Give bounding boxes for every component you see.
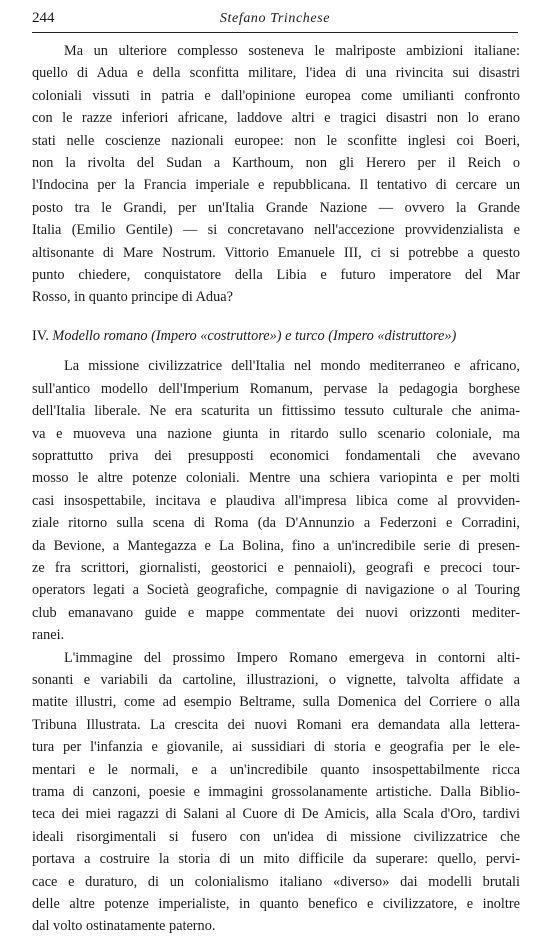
text-line: mosso le altre potenze coloniali. Mentre una schiera variopinta e per molti <box>32 470 520 487</box>
text-line: da Bevione, a Mantegazza e La Bolina, fino a un'incredibile serie di presen- <box>32 537 520 554</box>
text-line: punto chiedere, conquistatore della Libia e futuro imperatore del Mar <box>32 267 520 284</box>
text-line: portava a costruire la storia di un mito difficile da superare: quello, pervi- <box>32 851 520 868</box>
text-line: sonanti e variabili da cartoline, illustrazioni, o vignette, talvolta affidate a <box>32 671 520 688</box>
text-line: ranei. <box>32 627 65 644</box>
body-text <box>32 40 520 938</box>
page-header <box>32 8 518 33</box>
text-line: non la rivolta del Sudan a Karthoum, non gli Herero per il Reich o <box>32 155 520 172</box>
paragraph-1 <box>32 40 520 309</box>
text-line: quello di Adua e della sconfitta militare, l'idea di una rivincita sui disastri <box>32 65 520 82</box>
text-line: dal volto ostinatamente paterno. <box>32 918 216 935</box>
text-line: casi insospettabile, incitava e plaudiva all'impresa libica come al provviden- <box>32 492 520 509</box>
text-line: operators legati a Società geografiche, compagnie di navigazione o al Touring <box>32 582 520 599</box>
text-line: altisonante di Mare Nostrum. Vittorio Emanuele III, ci si potrebbe a questo <box>32 244 520 261</box>
running-head-author: Stefano Trinchese <box>219 11 331 26</box>
text-line: ziale ritorno sulla scena di Roma (da D'Annunzio a Federzoni e Corradini, <box>32 515 520 532</box>
text-line: soprattutto priva dei presupposti economici fondamentali che avevano <box>32 447 520 464</box>
text-line: Italia (Emilio Gentile) — si concretavano nell'accezione provvidenzialista e <box>32 222 520 239</box>
text-line: tura per l'infanzia e giovanile, ai sussidiari di storia e geografia per le ele- <box>32 739 520 756</box>
text-line: l'Indocina per la Francia imperiale e repubblicana. Il tentativo di cercare un <box>32 177 520 194</box>
text-line: Rosso, in quanto principe di Adua? <box>32 289 233 306</box>
paragraph-2 <box>32 355 520 646</box>
text-line: teca dei miei ragazzi di Salani al Cuore di De Amicis, alla Scala d'Oro, tardivi <box>32 806 520 823</box>
text-line: L'immagine del prossimo Impero Romano emergeva in contorni alti- <box>64 649 520 666</box>
text-line: delle altre potenze imperialiste, in quanto benefico e civilizzatore, e inoltre <box>32 896 520 913</box>
paragraph-3 <box>32 647 520 938</box>
text-line: cace e duraturo, di un colonialismo italiano «diverso» dai modelli brutali <box>32 873 520 890</box>
text-line: coloniali vissuti in patria e dall'opinione europea come umilianti confronto <box>32 87 520 104</box>
text-line: ideali risorgimentali si fusero con un'idea di missione civilizzatrice che <box>32 828 520 845</box>
text-line: sull'antico modello dell'Imperium Romanum, pervase la pedagogia borghese <box>32 380 520 397</box>
text-line: mentari e le normali, e a un'incredibile quanto insospettabilmente ricca <box>32 761 520 778</box>
text-line: con le razze inferiori africane, laddove altri e tragici disastri non lo erano <box>32 110 520 127</box>
text-line: La missione civilizzatrice dell'Italia nel mondo mediterraneo e africano, <box>64 358 520 375</box>
text-line: dell'Italia liberale. Ne era scaturita un fittissimo tessuto culturale che anima- <box>32 403 520 420</box>
page-number: 244 <box>32 10 55 26</box>
section-heading <box>32 325 520 347</box>
text-line: Ma un ulteriore complesso sosteneva le malriposte ambizioni italiane: <box>64 43 520 59</box>
text-line: stati nelle coscienze nazionali europee: non le sconfitte inglesi coi Boeri, <box>32 132 520 149</box>
section-title: Modello romano (Impero «costruttore») e turco (Impero «distruttore») <box>52 327 457 344</box>
text-line: club emanavano guide e mappe commentate dei nuovi orizzonti mediter- <box>32 604 520 621</box>
section-number: IV. <box>32 327 49 344</box>
text-line: matite illustri, come ad esempio Beltrame, sulla Domenica del Corriere o alla <box>32 694 520 711</box>
text-line: ze fra scrittori, giornalisti, geostorici e pennaioli), geografi e precoci tour- <box>32 559 520 576</box>
text-line: posto tra le Grandi, per un'Italia Grande Nazione — ovvero la Grande <box>32 199 520 216</box>
text-line: trama di canzoni, poesie e immagini grossolanamente artistiche. Dalla Biblio- <box>32 784 520 800</box>
text-line: Tribuna Illustrata. La crescita dei nuovi Romani era demandata alla lettera- <box>32 716 520 733</box>
text-line: va e muoveva una nazione giunta in ritardo sullo scenario coloniale, ma <box>32 425 520 442</box>
